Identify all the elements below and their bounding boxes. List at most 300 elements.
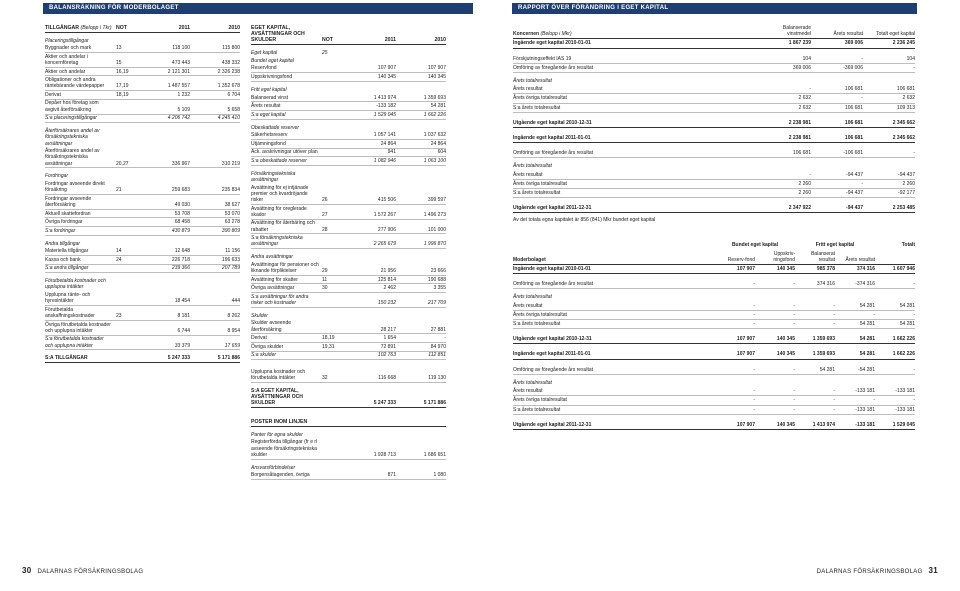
subtotal-row (251, 157, 446, 166)
table-row (45, 256, 240, 265)
table-row (513, 387, 915, 396)
row-value: 2 345 662 (892, 135, 915, 142)
row-label: S:a eget kapital (251, 111, 286, 118)
value-2010: 438 332 (221, 59, 240, 66)
row-value: - (913, 366, 915, 373)
row-value: - (833, 302, 835, 309)
value-2011: 5 247 333 (167, 355, 190, 362)
section-heading (251, 249, 446, 261)
row-value: - (793, 388, 795, 395)
table-row (45, 76, 240, 91)
value-2011: 28 217 (380, 326, 396, 333)
row-label: Ingående eget kapital 2010-01-01 (513, 40, 591, 47)
row-note: 13 (116, 45, 122, 52)
table-row (45, 247, 240, 256)
row-value: 106 681 (896, 86, 915, 93)
note-col-header: NOT (322, 37, 333, 44)
col-retained-earnings: Balanserade vinstmedel (782, 25, 811, 38)
footer-company-left: DALARNAS FÖRSÄKRINGSBOLAG (37, 569, 144, 575)
row-label: Försäkringstekniska avsättningar (251, 170, 296, 183)
row-label: Avsättning för oreglerade skador (251, 205, 307, 218)
table-row (513, 280, 915, 289)
row-label: Aktuell skattefordran (45, 210, 91, 217)
value-2010: 107 907 (427, 65, 446, 72)
row-value: 374 316 (816, 281, 835, 288)
row-value: - (913, 64, 915, 71)
table-row (251, 102, 446, 111)
row-value: - (793, 321, 795, 328)
value-2010: 54 281 (430, 103, 446, 110)
value-2010: 604 (437, 149, 446, 156)
table-row (513, 149, 915, 158)
value-2010: 5 171 886 (217, 355, 240, 362)
page-number-left: 30 (22, 566, 32, 575)
row-label: Avsättning för ej intjänade premier och kvardröjande risker (251, 184, 309, 203)
row-note: 18,19 (322, 335, 335, 342)
row-label: Balanserad vinst (251, 94, 288, 101)
value-2010: 140 345 (427, 74, 446, 81)
row-value: 106 681 (844, 104, 863, 111)
group-unit: (Belopp i Mkr) (540, 31, 572, 38)
row-value: -369 006 (843, 64, 863, 71)
row-value: 2 345 662 (892, 119, 915, 126)
row-label: S:a andra tillgångar (45, 265, 89, 272)
page-number-right: 31 (928, 566, 938, 575)
row-value: - (793, 366, 795, 373)
row-label: Obligationer och andra räntebärande värdepapper (45, 77, 105, 90)
row-value: - (753, 302, 755, 309)
row-value: 2 347 922 (788, 205, 811, 212)
table-row (513, 302, 915, 311)
row-value: - (753, 406, 755, 413)
row-value: 140 345 (776, 421, 795, 428)
balance-row (513, 119, 915, 128)
table-row (45, 100, 240, 115)
row-label: Förutbetalda anskaffningskostnader (45, 306, 95, 319)
row-label: S:a årets totalresultat (513, 406, 561, 413)
value-2010: 1 359 693 (423, 94, 446, 101)
row-label: Upplupna ränte- och hyresintäkter (45, 292, 91, 305)
balance-row (513, 265, 915, 274)
value-2011: 12 648 (174, 248, 190, 255)
assets-header (45, 24, 240, 33)
value-2011: 871 (387, 472, 396, 479)
row-value: 1 662 226 (892, 336, 915, 343)
value-2011: 1 928 713 (373, 451, 396, 458)
row-value: 1 359 693 (812, 351, 835, 358)
value-2010: 38 627 (224, 201, 240, 208)
row-label: S:a fordringar (45, 227, 76, 234)
row-label: Övriga avsättningar (251, 285, 295, 292)
row-value: 1 607 946 (892, 266, 915, 273)
row-label: Årets totalresultat (513, 294, 552, 301)
balance-row (513, 134, 915, 143)
row-label: Byggnader och mark (45, 45, 92, 52)
bound-equity-note: Av det totala egna kapitalet är 856 (841) Mkr bundet eget kapital (513, 217, 656, 224)
value-2011: 8 181 (177, 312, 190, 319)
spacer (251, 408, 446, 418)
row-value: - (913, 311, 915, 318)
table-row (513, 64, 915, 73)
row-label: Utjämningsfond (251, 140, 286, 147)
value-2010: 444 (231, 298, 240, 305)
value-2011: 102 763 (377, 352, 396, 359)
row-value: 140 345 (776, 266, 795, 273)
value-2010: 101 000 (427, 226, 446, 233)
value-2010: 1 063 100 (423, 157, 446, 164)
section-heading (45, 273, 240, 291)
table-row (45, 180, 240, 195)
value-2011: 1 529 045 (373, 111, 396, 118)
row-label: Årets resultat (251, 103, 281, 110)
value-2010: 310 219 (221, 160, 240, 167)
table-row (45, 210, 240, 219)
row-label: Andra tillgångar (45, 240, 81, 247)
table-row (513, 55, 915, 64)
table-row (513, 189, 915, 198)
row-value: 2 236 245 (892, 40, 915, 47)
row-value: -133 181 (855, 406, 875, 413)
row-label: S:A EGET KAPITAL, AVSÄTTNINGAR OCH SKULDER (251, 387, 303, 407)
row-value: - (793, 311, 795, 318)
row-value: - (793, 281, 795, 288)
value-2010: 6 704 (227, 91, 240, 98)
row-label: Avsättning för skatter (251, 276, 298, 283)
table-row (251, 334, 446, 343)
table-row (251, 205, 446, 220)
row-value: 109 313 (896, 104, 915, 111)
row-value: 1 662 226 (892, 351, 915, 358)
row-label: Säkerhetsreserv (251, 132, 288, 139)
value-2011: 1 082 946 (373, 157, 396, 164)
value-2011: 1 232 (177, 91, 190, 98)
subtotal-row (251, 234, 446, 249)
section-heading (251, 460, 446, 472)
row-label: Andra avsättningar (251, 254, 293, 261)
row-label: Skulder (251, 312, 268, 319)
row-label: Placeringstillgångar (45, 37, 89, 44)
row-value: - (913, 150, 915, 157)
row-value: 140 345 (776, 351, 795, 358)
row-value: 54 281 (899, 302, 915, 309)
row-note: 25 (322, 49, 328, 56)
row-value: 54 281 (819, 366, 835, 373)
row-value: 2 238 981 (788, 135, 811, 142)
row-value: -133 181 (855, 421, 875, 428)
row-value: 2 260 (798, 190, 811, 197)
value-2010: 5 658 (227, 106, 240, 113)
row-value: 140 345 (776, 336, 795, 343)
row-note: 21 (116, 187, 122, 194)
row-label: S:a förutbetalda kostnader och upplupna intäkter (45, 336, 104, 349)
section-heading (251, 166, 446, 184)
row-label: Omföring av föregående års resultat (513, 150, 594, 157)
table-row (251, 149, 446, 158)
balance-row (513, 350, 915, 359)
year-2010-header: 2010 (434, 37, 446, 44)
value-2011: 150 232 (377, 299, 396, 306)
row-label: Årets övriga totalresultat (513, 180, 567, 187)
row-note: 17,19 (116, 83, 129, 90)
row-value: - (809, 86, 811, 93)
table-row (45, 218, 240, 227)
row-value: 104 (906, 55, 915, 62)
row-label: Fordringar (45, 173, 69, 180)
value-2010: 2 326 238 (217, 68, 240, 75)
table-row (513, 94, 915, 103)
parent-title: Moderbolaget (513, 256, 546, 263)
row-label: Återförsäkrares andel av försäkringstekniska avsättningar (45, 128, 100, 147)
value-2011: 6 744 (177, 327, 190, 334)
row-value: -94 437 (846, 171, 863, 178)
row-value: -106 681 (843, 150, 863, 157)
table-row (251, 184, 446, 205)
poster-title-label: POSTER INOM LINJEN (251, 418, 308, 425)
group-free-equity: Fritt eget kapital (815, 242, 855, 249)
subtotal-row (251, 111, 446, 120)
table-row (45, 68, 240, 77)
row-label: Förskjutningseffekt IAS 19 (513, 55, 572, 62)
equity-header (251, 24, 446, 45)
row-value: 107 907 (736, 266, 755, 273)
row-note: 15 (116, 59, 122, 66)
row-value: 2 632 (798, 104, 811, 111)
row-note: 27 (322, 211, 328, 218)
row-note: 11 (322, 276, 328, 283)
value-2010: 399 597 (427, 196, 446, 203)
value-2011: 49 030 (174, 201, 190, 208)
table-row (251, 320, 446, 335)
footer-left (22, 566, 143, 575)
table-row (251, 131, 446, 140)
table-row (251, 65, 446, 74)
row-value: - (833, 406, 835, 413)
value-2011: 125 814 (377, 276, 396, 283)
section-heading (45, 33, 240, 45)
row-label: Derivat (251, 335, 267, 342)
row-label: Ansvarsförbindelser (251, 464, 296, 471)
table-row (45, 53, 240, 68)
row-label: Utgående eget kapital 2010-12-31 (513, 119, 592, 126)
row-value: -94 437 (898, 171, 915, 178)
row-value: 106 681 (844, 86, 863, 93)
value-2010: - (444, 335, 446, 342)
value-2010: 1 996 870 (423, 241, 446, 248)
col-revaluation-fund: Uppskriv-ningsfond (773, 250, 795, 263)
subtotal-row (251, 352, 446, 361)
value-2011: 72 891 (380, 343, 396, 350)
row-value: 106 681 (792, 150, 811, 157)
value-2011: 107 907 (377, 65, 396, 72)
row-note: 20,27 (116, 160, 129, 167)
value-2011: 941 (387, 149, 396, 156)
footer-right (817, 566, 938, 575)
table-row (513, 171, 915, 180)
value-2010: 4 245 410 (217, 115, 240, 122)
value-2010: 190 688 (427, 276, 446, 283)
row-label: Fritt eget kapital (251, 86, 287, 93)
subtotal-row (251, 293, 446, 308)
row-label: Årets övriga totalresultat (513, 397, 567, 404)
row-label: Övriga fordringar (45, 219, 83, 226)
table-row (45, 306, 240, 321)
value-2011: 226 718 (171, 256, 190, 263)
value-2011: 277 906 (377, 226, 396, 233)
value-2010: 115 800 (222, 45, 240, 52)
row-label: Derivat (45, 91, 61, 98)
value-2010: 27 881 (430, 326, 446, 333)
section-heading (251, 45, 446, 57)
row-value: -94 437 (846, 190, 863, 197)
row-label: Ack. avskrivningar utöver plan (251, 149, 318, 156)
row-value: 107 907 (736, 351, 755, 358)
poster-title (251, 418, 446, 427)
value-2011: 5 109 (177, 106, 190, 113)
row-label: Registerförda tillgångar (fr e rl avseende försäkringstekniska skulder (251, 439, 318, 458)
value-2011: 21 956 (380, 267, 396, 274)
balance-row (513, 39, 915, 48)
value-2011: 116 668 (378, 375, 396, 382)
value-2010: 24 864 (430, 140, 446, 147)
table-row (251, 220, 446, 235)
row-label: Årets resultat (513, 86, 543, 93)
section-heading (45, 123, 240, 147)
value-2010: 207 789 (221, 265, 240, 272)
row-label: S:a årets totalresultat (513, 104, 561, 111)
equity-change-report (513, 24, 915, 430)
value-2011: 336 967 (171, 160, 190, 167)
year-2011-header: 2011 (178, 24, 190, 31)
row-label: Årets resultat (513, 171, 543, 178)
row-label: Uppskrivningsfond (251, 74, 293, 81)
col-reserve-fund: Reserv-fond (727, 256, 755, 263)
value-2011: 2 462 (383, 285, 396, 292)
value-2011: 4 206 742 (167, 115, 190, 122)
row-value: - (861, 180, 863, 187)
group-bound-equity: Bundet eget kapital (731, 242, 779, 249)
section-heading (251, 427, 446, 439)
row-label: S:a avsättningar för andra risker och kostnader (251, 293, 309, 306)
section-heading (45, 236, 240, 248)
row-label: Årets totalresultat (513, 163, 552, 170)
section-heading (45, 168, 240, 180)
value-2011: 118 100 (172, 45, 190, 52)
spacer-row (251, 360, 446, 368)
row-value: - (753, 311, 755, 318)
row-value: - (833, 311, 835, 318)
subtotal-row (45, 227, 240, 236)
row-value: 106 681 (844, 135, 863, 142)
row-value: 2 238 981 (788, 119, 811, 126)
row-value: 1 529 045 (892, 421, 915, 428)
table-row (513, 85, 915, 94)
row-value: - (913, 281, 915, 288)
value-2011: 259 683 (171, 187, 190, 194)
row-label: S:a årets totalresultat (513, 321, 561, 328)
balance-row (513, 204, 915, 213)
footer-company-right: DALARNAS FÖRSÄKRINGSBOLAG (816, 569, 923, 575)
row-label: Obeskattade reserver (251, 124, 300, 131)
row-label: Upplupna kostnader och förutbetalda intäkter (251, 368, 306, 382)
section-heading (251, 120, 446, 132)
value-2011: 473 443 (171, 59, 190, 66)
row-value: 2 253 485 (892, 205, 915, 212)
row-label: Omföring av föregående års resultat (513, 64, 594, 71)
row-value: 54 281 (859, 336, 875, 343)
row-label: Utgående eget kapital 2011-12-31 (513, 421, 592, 428)
parent-header (513, 250, 915, 265)
row-label: Ingående eget kapital 2011-01-01 (513, 351, 591, 358)
row-note: 32 (322, 375, 328, 382)
value-2010: 53 070 (224, 210, 240, 217)
assets-unit: (Belopp i Tkr) (80, 24, 112, 31)
row-label: Eget kapital (251, 49, 278, 56)
row-label: Fordringar avseende återförsäkring (45, 195, 92, 208)
row-label: S:A TILLGÅNGAR (45, 355, 88, 362)
section-heading (513, 375, 915, 387)
row-value: - (793, 406, 795, 413)
value-2011: 68 458 (174, 219, 190, 226)
table-row (45, 147, 240, 168)
value-2010: 235 834 (221, 187, 240, 194)
table-row (513, 104, 915, 113)
balance-row (513, 421, 915, 430)
row-label: Ingående eget kapital 2011-01-01 (513, 135, 591, 142)
row-value: 54 281 (899, 321, 915, 328)
row-value: - (833, 388, 835, 395)
row-value: - (833, 397, 835, 404)
table-row (45, 195, 240, 210)
col-year-result: Årets resultat (845, 256, 875, 263)
row-label: S:a obeskattade reserver (251, 157, 307, 164)
row-label: S:a årets totalresultat (513, 190, 561, 197)
value-2011: 1 654 (383, 335, 396, 342)
row-value: - (861, 95, 863, 102)
row-value: 107 907 (736, 421, 755, 428)
row-note: 26 (322, 196, 328, 203)
row-value: - (873, 311, 875, 318)
year-2010-header: 2010 (228, 24, 240, 31)
table-row (251, 94, 446, 103)
group-header (513, 24, 915, 39)
row-note: 18,19 (116, 91, 129, 98)
group-title: Koncernen (513, 31, 540, 38)
row-label: Panter för egna skulder (251, 431, 303, 438)
row-value: -133 181 (895, 388, 915, 395)
row-label: Förutbetalda kostnader och upplupna intäkter (45, 278, 106, 291)
table-row (251, 261, 446, 276)
value-2011: -133 182 (376, 103, 396, 110)
value-2010: 23 666 (430, 267, 446, 274)
value-2011: 430 879 (171, 227, 190, 234)
row-value: 369 006 (844, 40, 863, 47)
row-note: 19,31 (322, 343, 335, 350)
row-value: 369 006 (792, 64, 811, 71)
row-label: Utgående eget kapital 2010-12-31 (513, 336, 592, 343)
row-label: Årets resultat (513, 302, 543, 309)
value-2011: 1 413 974 (373, 94, 396, 101)
row-label: S:a försäkringstekniska avsättningar (251, 235, 303, 248)
value-2011: 18 454 (174, 298, 190, 305)
table-row (45, 321, 240, 336)
total-row (45, 350, 240, 363)
row-note: 14 (116, 248, 122, 255)
value-2010: 217 709 (427, 299, 446, 306)
col-year-result: Årets resultat (833, 31, 863, 38)
table-row (513, 396, 915, 405)
row-label: Återförsäkrares andel av försäkringstekniska avsättningar (45, 148, 100, 167)
value-2010: 1 662 226 (423, 111, 446, 118)
